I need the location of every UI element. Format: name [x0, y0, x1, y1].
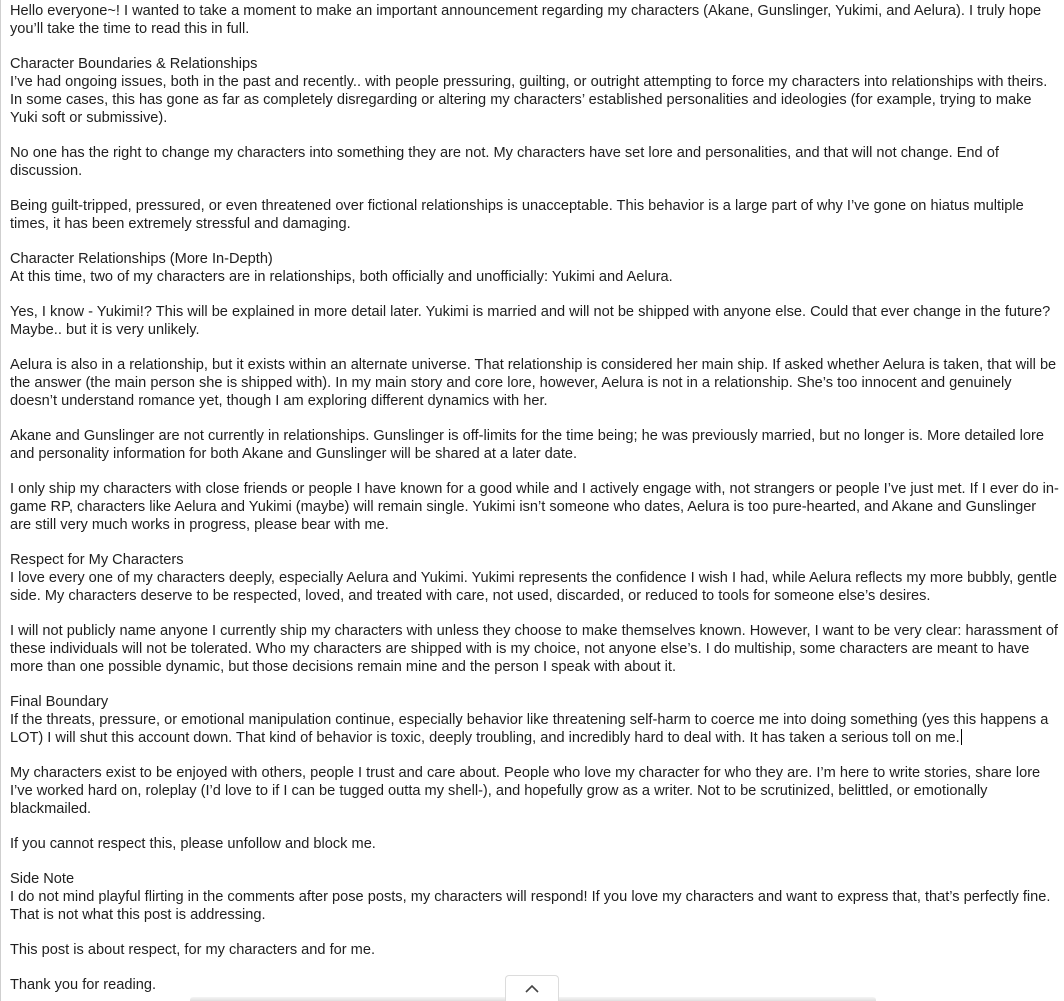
no-one-paragraph: No one has the right to change my characters into something they are not. My characters have set lore and personalities, and that will not change. End of discussion. — [10, 145, 999, 179]
final-section — [10, 693, 1060, 747]
side-note-text: I do not mind playful flirting in the comments after pose posts, my characters will respond! If you love my characters and want to express that, that’s perfectly fine. That is not what this post is addressing. — [10, 889, 1051, 923]
side-note-section — [10, 870, 1060, 924]
aelura-paragraph: Aelura is also in a relationship, but it exists within an alternate universe. That relationship is considered her main ship. If asked whether Aelura is taken, that will be the answer (the main person she is shipped with). In my main story and core lore, however, Aelura is not in a relationship. She’s too innocent and genuinely doesn’t understand romance yet, though I am exploring different dynamics with her. — [10, 357, 1057, 409]
yukimi-paragraph: Yes, I know - Yukimi!? This will be explained in more detail later. Yukimi is married and will not be shipped with anyone else. Could that ever change in the future? Maybe.. but it is very unlikely. — [10, 304, 1051, 338]
final-heading: Final Boundary — [10, 694, 109, 710]
about-respect-paragraph: This post is about respect, for my characters and for me. — [10, 942, 375, 958]
enjoyed-paragraph: My characters exist to be enjoyed with others, people I trust and care about. People who love my character for who they are. I’m here to write stories, share lore I’ve worked hard on, roleplay (I’d love to if I can be tugged outta my shell-), and hopefully grow as a writer. Not to be scrutinized, belittled, or emotionally blackmailed. — [10, 765, 1041, 817]
publicly-paragraph: I will not publicly name anyone I currently ship my characters with unless they choose to make themselves known. However, I want to be very clear: harassment of these individuals will not be tolerated. Who my characters are shipped with is my choice, not anyone else’s. I do multiship, some characters are meant to have more than one possible dynamic, but those decisions remain mine and the person I speak with about it. — [10, 623, 1058, 675]
relationships-section — [10, 250, 1060, 286]
side-note-heading: Side Note — [10, 871, 75, 887]
boundaries-heading: Character Boundaries & Relationships — [10, 56, 258, 72]
relationships-text: At this time, two of my characters are in relationships, both officially and unofficially: Yukimi and Aelura. — [10, 269, 673, 285]
collapse-toggle-button[interactable] — [505, 975, 559, 1001]
respect-heading: Respect for My Characters — [10, 552, 184, 568]
thanks-paragraph: Thank you for reading. — [10, 977, 157, 993]
unfollow-paragraph: If you cannot respect this, please unfollow and block me. — [10, 836, 376, 852]
intro-paragraph: Hello everyone~! I wanted to take a moment to make an important announcement regarding my characters (Akane, Gunslinger, Yukimi, and Aelura). I truly hope you’ll take the time to read this in full. — [10, 3, 1042, 37]
boundaries-section — [10, 55, 1060, 127]
chevron-up-icon — [525, 984, 539, 993]
text-caret — [961, 729, 962, 745]
relationships-heading: Character Relationships (More In-Depth) — [10, 251, 273, 267]
respect-section — [10, 551, 1060, 605]
ship-friends-paragraph: I only ship my characters with close friends or people I have known for a good while and I actively engage with, not strangers or people I’ve just met. If I ever do in-game RP, characters like Aelura and Yukimi (maybe) will remain single. Yukimi isn’t someone who dates, Aelura is too pure-hearted, and Akane and Gunslinger are still very much works in progress, please bear with me. — [10, 481, 1059, 533]
respect-text: I love every one of my characters deeply, especially Aelura and Yukimi. Yukimi represents the confidence I wish I had, while Aelura reflects my more bubbly, gentle side. My characters deserve to be respected, loved, and treated with care, not used, discarded, or reduced to tools for someone else’s desires. — [10, 570, 1057, 604]
final-text: If the threats, pressure, or emotional manipulation continue, especially behavior like threatening self-harm to coerce me into doing something (yes this happens a LOT) I will shut this account down. That kind of behavior is toxic, deeply troubling, and incredibly hard to deal with. It has taken a serious toll on me. — [10, 712, 1049, 746]
akane-paragraph: Akane and Gunslinger are not currently in relationships. Gunslinger is off-limits for the time being; he was previously married, but no longer is. More detailed lore and personality information for both Akane and Gunslinger will be shared at a later date. — [10, 428, 1044, 462]
guilt-paragraph: Being guilt-tripped, pressured, or even threatened over fictional relationships is unacceptable. This behavior is a large part of why I’ve gone on hiatus multiple times, it has been extremely stressful and damaging. — [10, 198, 1024, 232]
boundaries-text: I’ve had ongoing issues, both in the past and recently.. with people pressuring, guilting, or outright attempting to force my characters into relationships with theirs. In some cases, this has gone as far as completely disregarding or altering my characters’ established personalities and ideologies (for example, trying to make Yuki soft or submissive). — [10, 74, 1048, 126]
